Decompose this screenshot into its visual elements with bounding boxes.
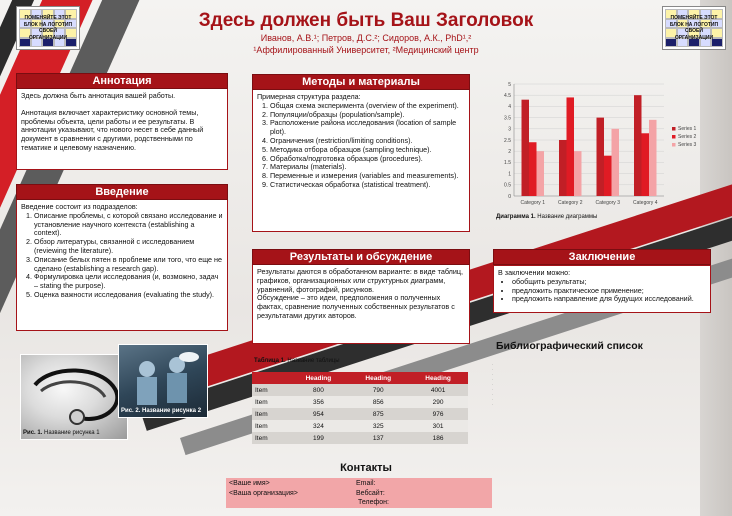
table-header-cell: Heading [289, 372, 349, 384]
figure-2-title: Название рисунка 2 [140, 408, 202, 414]
contact-email: Email: [356, 480, 376, 487]
table-cell: 199 [289, 432, 349, 444]
table-cell: 976 [408, 408, 468, 420]
x-tick-label: Category 4 [633, 200, 658, 206]
chart-caption [496, 214, 597, 220]
results-body [253, 265, 469, 324]
table-cell: 290 [408, 396, 468, 408]
y-tick-label: 0.5 [504, 182, 511, 189]
results-box [252, 264, 470, 344]
contacts-heading: Контакты [340, 462, 392, 474]
table-header-cell: Heading [348, 372, 408, 384]
methods-body [253, 90, 469, 193]
methods-box [252, 89, 470, 232]
y-tick-label: 4 [508, 104, 511, 111]
abstract-box [16, 88, 228, 170]
table-cell: 954 [289, 408, 349, 420]
table-cell: 325 [348, 420, 408, 432]
abstract-body [17, 89, 227, 156]
bar [537, 151, 545, 196]
y-tick-label: 1.5 [504, 160, 511, 167]
methods-item: 3. Расположение района исследования (location of sample plot). [270, 119, 465, 137]
methods-item: 9. Статистическая обработка (statistical treatment). [270, 181, 465, 190]
intro-item: 5. Оценка важности исследования (evaluating the study). [34, 291, 223, 300]
legend-swatch [672, 127, 676, 131]
table-cell: 186 [408, 432, 468, 444]
y-tick-label: 3.5 [504, 115, 511, 122]
intro-list [34, 212, 223, 300]
figure-1-stethoscope [20, 354, 128, 440]
legend-label: Series 1 [678, 126, 697, 132]
conclusion-list [512, 278, 706, 304]
results-p2: Обсуждение – это идеи, предположения о полученных фактах, сравнение полученных собственных результатов с результатами других авторов. [257, 293, 455, 320]
bar [574, 151, 582, 196]
logo-placeholder-right [662, 6, 726, 50]
conclusion-item: • предложить направление для будущих исследований. [512, 295, 706, 304]
table-cell: 137 [348, 432, 408, 444]
bibliography-placeholder: · · · · · · · · · [492, 362, 494, 407]
results-heading: Результаты и обсуждение [252, 249, 470, 265]
logo-text: ПОМЕНЯЙТЕ ЭТОТ БЛОК НА ЛОГОТИП СВОЕЙ ОРГАНИЗАЦИИ [23, 15, 73, 41]
bar [522, 100, 530, 196]
conclusion-lead: В заключении можно: [498, 268, 571, 277]
authors: Иванов, А.В.¹; Петров, Д.С.²; Сидоров, А.К., PhD¹,² [260, 33, 472, 43]
table-cell: 324 [289, 420, 349, 432]
intro-heading: Введение [16, 184, 228, 200]
contact-name: <Ваше имя> [229, 480, 270, 487]
abstract-p2: Аннотация включает характеристику основной темы, проблемы объекта, цели работы и ее результаты. В аннотации указывают, что нового несет в себе данный документ в сравнении с другими, родственными по тематике и целевому назначению. [21, 107, 204, 152]
table-cell: 856 [348, 396, 408, 408]
methods-item: 7. Материалы (materials). [270, 163, 465, 172]
chart-title: Название диаграммы [535, 214, 598, 220]
contacts-right [356, 479, 389, 508]
conclusion-heading: Заключение [493, 249, 711, 265]
bar-chart [496, 76, 714, 212]
methods-heading: Методы и материалы [252, 74, 470, 90]
chart-label: Диаграмма 1. [496, 214, 536, 220]
table-row [252, 384, 468, 396]
bar [597, 118, 605, 196]
methods-item: 8. Переменные и измерения (variables and measurements). [270, 172, 465, 181]
intro-lead: Введение состоит из подразделов: [21, 202, 138, 211]
logo-placeholder-left [16, 6, 80, 50]
conclusion-item: • обобщить результаты; [512, 278, 706, 287]
abstract-heading: Аннотация [16, 73, 228, 89]
bar [604, 156, 612, 196]
table-row [252, 420, 468, 432]
figure-1-label: Рис. 1. [23, 430, 43, 436]
legend-swatch [672, 135, 676, 139]
bar [634, 95, 642, 196]
y-tick-label: 2 [508, 149, 511, 155]
methods-item: 4. Ограничения (restriction/limiting conditions). [270, 137, 465, 146]
y-tick-label: 2.5 [504, 137, 511, 144]
figure-2-caption [121, 408, 201, 414]
intro-box [16, 199, 228, 331]
y-tick-label: 5 [508, 81, 511, 88]
table-cell: 356 [289, 396, 349, 408]
bar [649, 120, 657, 196]
table-cell: Item [252, 420, 289, 432]
x-tick-label: Category 3 [595, 200, 620, 206]
y-tick-label: 3 [508, 126, 511, 133]
table-cell: Item [252, 432, 289, 444]
intro-item: 4. Формулировка цели исследования (и, возможно, задач – stating the purpose). [34, 273, 223, 291]
poster-title: Здесь должен быть Ваш Заголовок [198, 10, 534, 31]
legend-swatch [672, 143, 676, 147]
x-tick-label: Category 1 [520, 200, 545, 206]
methods-list [270, 102, 465, 190]
table-row [252, 396, 468, 408]
conclusion-item: • предложить практическое применение; [512, 287, 706, 296]
table-cell: Item [252, 396, 289, 408]
y-tick-label: 1 [508, 171, 511, 178]
contacts-box [226, 478, 492, 508]
bar [529, 142, 537, 196]
methods-lead: Примерная структура раздела: [257, 92, 361, 101]
methods-item: 6. Обработка/подготовка образцов (procedures). [270, 155, 465, 164]
table-caption [254, 358, 340, 364]
methods-item: 1. Общая схема эксперимента (overview of the experiment). [270, 102, 465, 111]
abstract-p1: Здесь должна быть аннотация вашей работы. [21, 91, 176, 100]
table-cell: Item [252, 384, 289, 396]
logo-text: ПОМЕНЯЙТЕ ЭТОТ БЛОК НА ЛОГОТИП СВОЕЙ ОРГАНИЗАЦИИ [669, 15, 719, 41]
y-tick-label: 4.5 [504, 93, 511, 99]
bar [642, 133, 650, 196]
contact-website: Вебсайт: [356, 489, 385, 497]
contacts-left [229, 479, 298, 498]
figure-1-caption [23, 430, 100, 436]
figure-2-surgery [118, 344, 208, 418]
intro-item: 1. Описание проблемы, с которой связано исследование и установление научного контекста (establishing a context). [34, 212, 223, 238]
affiliations: ¹Аффилированный Университет, ²Медицинский центр [253, 45, 479, 55]
results-table [252, 372, 468, 444]
table-cell: 800 [289, 384, 349, 396]
bar [612, 129, 620, 196]
table-cell: 875 [348, 408, 408, 420]
table-cell: Item [252, 408, 289, 420]
x-tick-label: Category 2 [558, 200, 583, 206]
table-header-cell: Heading [408, 372, 468, 384]
legend-label: Series 2 [678, 134, 697, 140]
y-tick-label: 0 [508, 193, 511, 200]
table-label: Таблица 1. [254, 358, 286, 364]
intro-item: 3. Описание белых пятен в проблеме или того, что еще не сделано (establishing a research gap). [34, 256, 223, 274]
legend-label: Series 3 [678, 142, 697, 148]
contact-phone: Телефон: [358, 499, 389, 506]
stethoscope-icon [21, 355, 128, 440]
conclusion-body [494, 266, 710, 307]
intro-item: 2. Обзор литературы, связанной с исследованием (reviewing the literature). [34, 238, 223, 256]
conclusion-box [493, 265, 711, 313]
table-header-row [252, 372, 468, 384]
table-title: Название таблицы [285, 358, 340, 364]
bar [559, 140, 567, 196]
table-row [252, 432, 468, 444]
methods-item: 5. Методика отбора образцов (sampling technique). [270, 146, 465, 155]
table-cell: 4001 [408, 384, 468, 396]
results-p1: Результаты даются в обработанном варианте: в виде таблиц, графиков, организационных или структурных диаграмм, уравнений, фотографий, рисунков. [257, 267, 464, 294]
bar [567, 97, 575, 196]
table-header-cell [252, 372, 289, 384]
figure-1-title: Название рисунка 1 [42, 430, 100, 436]
table-cell: 790 [348, 384, 408, 396]
contact-org: <Ваша организация> [229, 489, 298, 497]
table-cell: 301 [408, 420, 468, 432]
intro-body [17, 200, 227, 303]
table-row [252, 408, 468, 420]
figure-2-label: Рис. 2. [121, 408, 141, 414]
methods-item: 2. Популяции/образцы (population/sample). [270, 111, 465, 120]
bibliography-heading: Библиографический список [496, 340, 643, 352]
